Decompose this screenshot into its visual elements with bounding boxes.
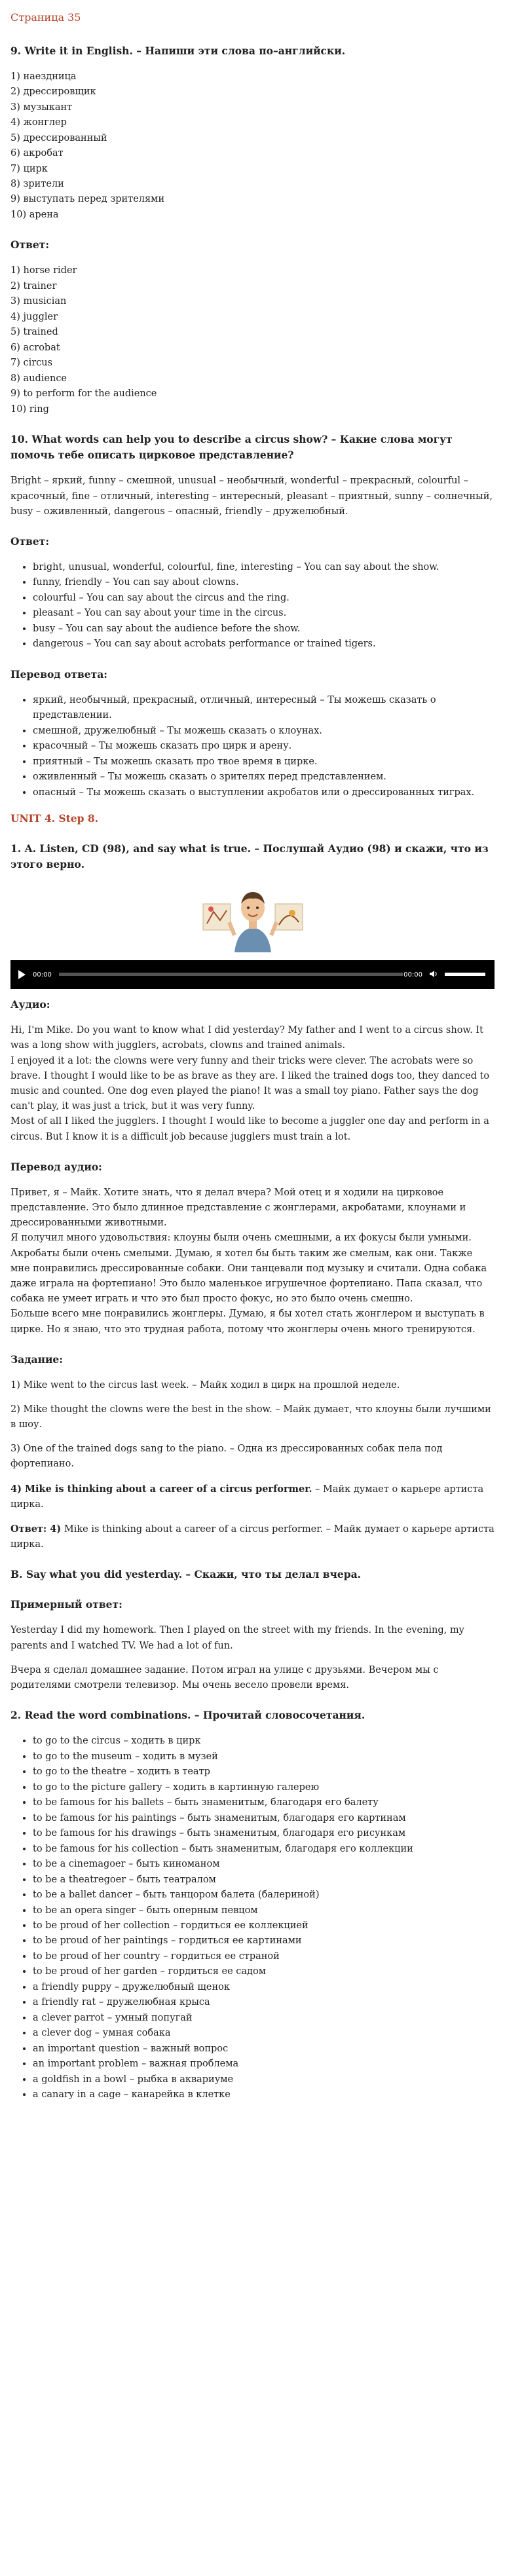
list-item: • красочный – Ты можешь сказать про цирк и арену. (33, 739, 495, 754)
audio-text (10, 1023, 495, 1145)
task-item: 3) One of the trained dogs sang to the piano. – Одна из дрессированных собак пела под фортепиано. (10, 1444, 443, 1470)
exercise-1a-heading: 1. A. Listen, CD (98), and say what is true. – Послушай Аудио (98) и скажи, что из этого верно. (10, 842, 489, 871)
exercise-9-items (10, 69, 495, 223)
task-4-bold: 4) Mike is thinking about a career of a circus performer. (10, 1483, 312, 1495)
exercise-2-heading: 2. Read the word combinations. – Прочитай словосочетания. (10, 1709, 365, 1722)
current-time: 00:00 (33, 971, 52, 979)
list-item: • pleasant – You can say about your time in the circus. (33, 606, 495, 621)
task-item: 1) Mike went to the circus last week. – Майк ходил в цирк на прошлой неделе. (10, 1379, 400, 1391)
exercise-10-translations (10, 693, 495, 800)
list-item: 8) audience (10, 373, 67, 384)
list-item: • a goldfish in a bowl – рыбка в аквариуме (33, 2072, 495, 2087)
list-item: 3) музыкант (10, 102, 73, 113)
list-item: • a friendly puppy – дружелюбный щенок (33, 1980, 495, 1995)
list-item: 4) juggler (10, 311, 58, 322)
list-item: 1) horse rider (10, 265, 77, 276)
audio-translation-text (10, 1185, 495, 1337)
sample-answer-label: Примерный ответ: (10, 1598, 122, 1611)
exercise-9-answers (10, 263, 495, 417)
volume-icon[interactable] (429, 969, 438, 979)
translation-label: Перевод ответа: (10, 667, 107, 681)
list-item: • a clever dog – умная собака (33, 2026, 495, 2041)
list-item: • colourful – You can say about the circus and the ring. (33, 591, 495, 606)
list-item: 7) цирк (10, 163, 48, 174)
sample-answer-en: Yesterday I did my homework. Then I played on the street with my friends. In the evening, my parents and I watched TV. We had a lot of fun. (10, 1625, 464, 1651)
audio-line: Most of all I liked the jugglers. I thought I would like to become a juggler one day and perform in a circus. But I know it is a difficult job because jugglers must train a lot. (10, 1116, 489, 1142)
list-item: 5) дрессированный (10, 132, 107, 143)
list-item: • опасный – Ты можешь сказать о выступлении акробатов или о дрессированных тиграх. (33, 785, 495, 800)
unit-heading: UNIT 4. Step 8. (10, 812, 99, 825)
list-item: • to go to the picture gallery – ходить в картинную галерею (33, 1780, 495, 1795)
list-item: 4) жонглер (10, 117, 67, 128)
task-item: 2) Mike thought the clowns were the best in the show. – Майк думает, что клоуны были лучшими в шоу. (10, 1404, 491, 1430)
list-item: • to go to the theatre – ходить в театр (33, 1764, 495, 1780)
audio-translation-label: Перевод аудио: (10, 1160, 102, 1173)
list-item: • to go to the museum – ходить в музей (33, 1749, 495, 1764)
list-item: • funny, friendly – You can say about clowns. (33, 575, 495, 590)
list-item: • an important question – важный вопрос (33, 2042, 495, 2057)
list-item: 9) выступать перед зрителями (10, 194, 165, 205)
play-icon[interactable] (18, 970, 26, 979)
boy-illustration (200, 884, 305, 952)
audio-line: I enjoyed it a lot: the clowns were very funny and their tricks were clever. The acrobats were so brave. I thought I would like to be as brave as they are. I liked the trained dogs too, they danced to music and counted. One dog even played the piano! It was a small toy piano. Father says the dog can't play, it was just a trick, but it was very funny. (10, 1055, 490, 1112)
list-item: 3) musician (10, 296, 67, 307)
exercise-10-answers (10, 560, 495, 652)
list-item: • to be a ballet dancer – быть танцором балета (балериной) (33, 1888, 495, 1903)
list-item: 7) circus (10, 358, 53, 369)
translation-line: Привет, я – Майк. Хотите знать, что я делал вчера? Мой отец и я ходили на цирковое представление. Это было длинное представление с жонглерами, акробатами, клоунами и дрессированными животными. (10, 1187, 466, 1229)
list-item: • a clever parrot – умный попугай (33, 2011, 495, 2026)
exercise-9-heading: 9. Write it in English. – Напиши эти слова по–английски. (10, 44, 346, 57)
list-item: • to be famous for his drawings – быть знаменитым, благодаря его рисункам (33, 1826, 495, 1841)
list-item: 10) ring (10, 403, 49, 415)
answer-label: Ответ: (10, 534, 50, 548)
task-label: Задание: (10, 1353, 64, 1366)
list-item: • dangerous – You can say about acrobats performance or trained tigers. (33, 637, 495, 652)
list-item: • to be proud of her paintings – гордиться ее картинами (33, 1933, 495, 1949)
list-item: • смешной, дружелюбный – Ты можешь сказать о клоунах. (33, 724, 495, 739)
list-item: • busy – You can say about the audience before the show. (33, 622, 495, 637)
list-item: 6) acrobat (10, 342, 60, 353)
list-item: • a canary in a cage – канарейка в клетке (33, 2087, 495, 2102)
list-item: • to be famous for his paintings – быть знаменитым, благодаря его картинам (33, 1811, 495, 1826)
exercise-10-heading: 10. What words can help you to describe a circus show? – Какие слова могут помочь тебе описать цирковое представление? (10, 433, 453, 462)
progress-bar[interactable] (59, 973, 403, 976)
answer-rest: Mike is thinking about a career of a circus performer. – Майк думает о карьере артиста цирка. (10, 1524, 495, 1550)
list-item: • to be a cinemagoer – быть киноманом (33, 1857, 495, 1872)
page-link[interactable]: Страница 35 (10, 11, 81, 24)
list-item: • bright, unusual, wonderful, colourful, fine, interesting – You can say about the show. (33, 560, 495, 575)
list-item: 2) trainer (10, 280, 57, 291)
list-item: • приятный – Ты можешь сказать про твое время в цирке. (33, 755, 495, 770)
list-item: 1) наездница (10, 71, 77, 82)
list-item: • to be a theatregoer – быть театралом (33, 1873, 495, 1888)
list-item: • to go to the circus – ходить в цирк (33, 1734, 495, 1749)
list-item: • to be proud of her garden – гордиться ее садом (33, 1964, 495, 1979)
audio-line: Hi, I'm Mike. Do you want to know what I did yesterday? My father and I went to a circus show. It was a long show with jugglers, acrobats, clowns and trained animals. (10, 1025, 483, 1051)
exercise-1b-heading: B. Say what you did yesterday. – Скажи, что ты делал вчера. (10, 1568, 362, 1581)
audio-player (10, 960, 495, 989)
list-item: • a friendly rat – дружелюбная крыса (33, 1995, 495, 2010)
list-item: 8) зрители (10, 179, 64, 189)
task-answer (10, 1521, 495, 1552)
task-4-rest: – Майк думает о карьере артиста цирка. (10, 1484, 484, 1510)
list-item: • to be an opera singer – быть оперным певцом (33, 1903, 495, 1918)
list-item: • яркий, необычный, прекрасный, отличный, интересный – Ты можешь сказать о представлении. (33, 693, 495, 724)
exercise-2-list (10, 1734, 495, 2103)
list-item: 2) дрессировщик (10, 86, 96, 98)
sample-answer-ru: Вчера я сделал домашнее задание. Потом играл на улице с друзьями. Вечером мы с родителями смотрели телевизор. Мы очень весело провели время. (10, 1664, 439, 1690)
list-item: • to be famous for his ballets – быть знаменитым, благодаря его балету (33, 1795, 495, 1810)
list-item: 10) арена (10, 209, 59, 220)
duration: 00:00 (403, 971, 422, 979)
exercise-10-paragraph: Bright – яркий, funny – смешной, unusual – необычный, wonderful – прекрасный, colourful – красочный, fine – отличный, interesting – интересный, pleasant – приятный, sunny – солнечный, busy – оживленный, dangerous – опасный, friendly – дружелюбный. (10, 476, 493, 517)
list-item: • to be proud of her country – гордиться ее страной (33, 1949, 495, 1964)
list-item: • an important problem – важная проблема (33, 2057, 495, 2072)
list-item: • to be famous for his collection – быть знаменитым, благодаря его коллекции (33, 1842, 495, 1857)
list-item: • оживленный – Ты можешь сказать о зрителях перед представлением. (33, 770, 495, 785)
list-item: 5) trained (10, 327, 58, 338)
answer-bold: Ответ: 4) (10, 1523, 62, 1535)
list-item: • to be proud of her collection – гордиться ее коллекцией (33, 1918, 495, 1933)
task-item-4 (10, 1482, 495, 1512)
list-item: 9) to perform for the audience (10, 388, 157, 400)
translation-line: Я получил много удовольствия: клоуны были очень смешными, а их фокусы были умными. Акробаты были очень смелыми. Думаю, я хотел бы быть таким же смелым, как они. Также мне понравились дрессированные собаки. Они танцевали под музыку и считали. Одна собака даже играла на фортепиано! Это было маленькое игрушечное фортепиано. Папа сказал, что собака не умеет играть и что это был просто фокус, но это было очень смешно. (10, 1233, 487, 1305)
list-item: 6) акробат (10, 148, 64, 159)
audio-label: Аудио: (10, 998, 50, 1011)
answer-label: Ответ: (10, 238, 50, 252)
volume-slider[interactable] (445, 973, 485, 976)
translation-line: Больше всего мне понравились жонглеры. Думаю, я бы хотел стать жонглером и выступать в цирке. Но я знаю, что это трудная работа, потому что жонглеры очень много тренируются. (10, 1309, 485, 1335)
